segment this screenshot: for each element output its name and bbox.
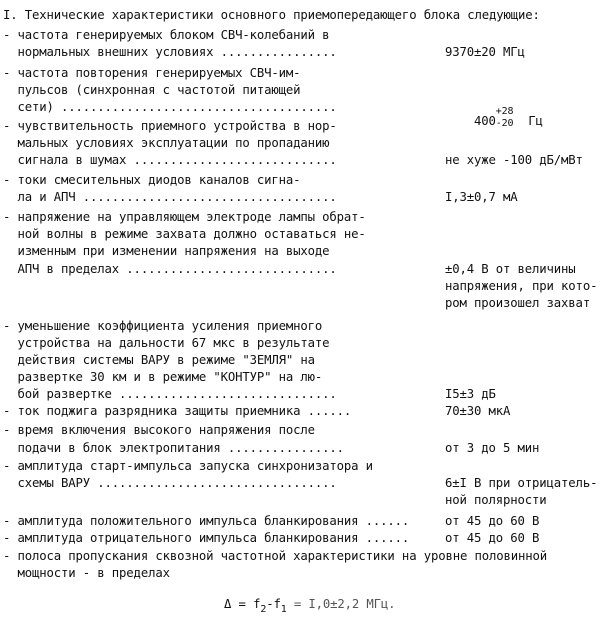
spec-value: напряжения, при кото- (445, 279, 598, 293)
f-variable: f (253, 597, 261, 612)
spec-line: - амплитуда старт-импульса запуска синхронизатора и (3, 459, 373, 473)
spec-line: - частота повторения генерируемых СВЧ-им- (3, 66, 301, 80)
tolerance-minus: -20 (495, 118, 514, 130)
spec-line: развертке 30 км и в режиме "КОНТУР" на лю- (3, 370, 323, 384)
spec-value: I,3±0,7 мА (445, 190, 518, 204)
tolerance-plus: +28 (495, 106, 514, 118)
spec-value: не хуже -100 дБ/мВт (445, 153, 583, 167)
minus-sign: - (266, 597, 274, 612)
spec-line: нормальных внешних условиях ................ (3, 45, 337, 59)
spec-value: от 45 до 60 В (445, 531, 540, 545)
spec-line: сети) ...................................... (3, 100, 337, 114)
delta-symbol: Δ (224, 597, 232, 612)
spec-line: ла и АПЧ ................................... (3, 190, 337, 204)
value-tolerance (495, 106, 514, 130)
spec-value: ±0,4 В от величины (445, 262, 576, 276)
spec-value: 6±I В при отрицатель- (445, 476, 598, 490)
value-main: 400 (474, 114, 496, 129)
spec-line: АПЧ в пределах ............................. (3, 262, 337, 276)
spec-line: - амплитуда положительного импульса бланкирования ...... (3, 514, 410, 528)
subscript-2: 2 (260, 604, 267, 616)
formula-result: = I,0±2,2 МГц. (293, 597, 396, 612)
spec-value (445, 101, 543, 140)
spec-value: от 45 до 60 В (445, 514, 540, 528)
spec-line: подачи в блок электропитания ................ (3, 441, 344, 455)
f-variable: f (273, 597, 281, 612)
spec-value: 9370±20 МГц (445, 45, 525, 59)
spec-value: ром произошел захват (445, 296, 591, 310)
spec-value: 70±30 мкА (445, 404, 511, 418)
section-heading: I. Технические характеристики основного приемопередающего блока следующие: (3, 8, 540, 22)
spec-line: мальных условиях эксплуатации по пропаданию (3, 136, 330, 150)
value-unit: Гц (528, 114, 543, 129)
subscript-1: 1 (280, 604, 287, 616)
spec-line: сигнала в шумах ............................ (3, 153, 337, 167)
spec-line: ной волны в режиме захвата должно оставаться не- (3, 227, 366, 241)
spec-line: изменным при изменении напряжения на выходе (3, 244, 330, 258)
spec-line: пульсов (синхронная с частотой питающей (3, 83, 301, 97)
spec-line: - частота генерируемых блоком СВЧ-колебаний в (3, 28, 330, 42)
spec-line: - время включения высокого напряжения после (3, 423, 315, 437)
spec-line: - ток поджига разрядника защиты приемника ...... (3, 404, 352, 418)
spec-line: - уменьшение коэффициента усиления приемного (3, 319, 323, 333)
spec-line: действия системы ВАРУ в режиме "ЗЕМЛЯ" на (3, 353, 315, 367)
spec-value: ной полярности (445, 493, 547, 507)
spec-line: бой развертке .............................. (3, 387, 337, 401)
spec-line: - полоса пропускания сквозной частотной характеристики на уровне половинной (3, 549, 548, 563)
equals-sign: = (238, 597, 246, 612)
spec-line: - токи смесительных диодов каналов сигна- (3, 173, 301, 187)
bandwidth-formula (195, 586, 395, 624)
spec-line: схемы ВАРУ ................................. (3, 476, 337, 490)
spec-value: от 3 до 5 мин (445, 441, 540, 455)
spec-line: - напряжение на управляющем электроде лампы обрат- (3, 210, 366, 224)
spec-line: - амплитуда отрицательного импульса бланкирования ...... (3, 531, 410, 545)
spec-value: I5±3 дБ (445, 387, 496, 401)
spec-line: мощности - в пределах (3, 566, 170, 580)
spec-line: устройства на дальности 67 мкс в результате (3, 336, 330, 350)
spec-line: - чувствительность приемного устройства в нор- (3, 119, 337, 133)
